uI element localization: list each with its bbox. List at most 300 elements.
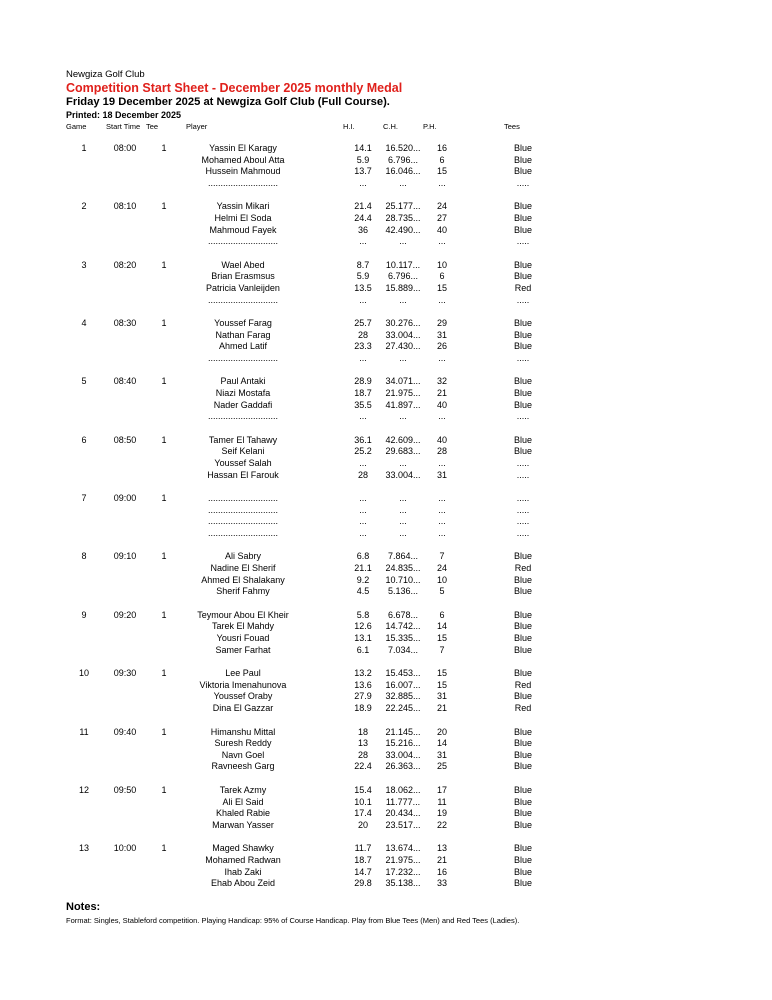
course-handicap: 30.276...	[385, 318, 421, 329]
course-handicap: 20.434...	[385, 808, 421, 819]
table-row	[0, 376, 772, 388]
course-handicap: 15.889...	[385, 283, 421, 293]
header-ch: C.H.	[383, 122, 398, 131]
course-handicap: 11.777...	[385, 796, 421, 807]
start-time: 08:20	[113, 259, 137, 270]
table-row	[0, 563, 772, 575]
tee-number: 1	[161, 609, 167, 620]
player-name: Ahmed El Shalakany	[201, 574, 285, 585]
table-row	[0, 178, 772, 190]
playing-handicap: 7	[439, 644, 445, 655]
start-time: 09:50	[113, 784, 137, 795]
tees-colour: Blue	[513, 259, 532, 270]
tees-colour: .....	[516, 493, 530, 504]
tees-colour: Blue	[513, 761, 532, 772]
course-handicap: 16.007...	[385, 679, 421, 690]
handicap-index: 15.4	[354, 784, 372, 795]
tees-colour: Blue	[513, 726, 532, 737]
tees-colour: Blue	[513, 201, 532, 212]
playing-handicap: ...	[438, 294, 446, 305]
table-row	[0, 551, 772, 563]
handicap-index: 28	[357, 469, 368, 480]
handicap-index: ...	[359, 516, 367, 527]
course-handicap: 34.071...	[385, 376, 421, 387]
handicap-index: 36.1	[354, 434, 372, 445]
table-row	[0, 855, 772, 867]
playing-handicap: 21	[436, 388, 447, 399]
handicap-index: 18.7	[354, 388, 372, 399]
table-row	[0, 645, 772, 657]
playing-handicap: 14	[436, 621, 447, 632]
playing-handicap: 10	[436, 259, 447, 270]
course-handicap: 7.034...	[387, 644, 419, 655]
course-handicap: 33.004...	[385, 329, 421, 340]
playing-handicap: ...	[438, 504, 446, 515]
course-handicap: 27.430...	[385, 341, 421, 352]
playing-handicap: ...	[438, 177, 446, 188]
table-row	[0, 143, 772, 155]
handicap-index: 22.4	[354, 761, 372, 772]
player-name: Yassin El Karagy	[209, 143, 277, 153]
player-name: Nader Gaddafi	[213, 399, 273, 410]
player-name: Tarek Azmy	[219, 784, 267, 795]
playing-handicap: 15	[436, 679, 447, 690]
tees-colour: Red	[514, 703, 532, 714]
tee-number: 1	[161, 434, 167, 445]
table-row	[0, 750, 772, 762]
tees-colour: .....	[516, 469, 530, 480]
tees-colour: Blue	[513, 574, 532, 585]
tee-number: 1	[161, 259, 167, 270]
start-time: 09:30	[113, 668, 137, 679]
tees-colour: Red	[514, 563, 532, 574]
start-time: 09:00	[113, 493, 137, 504]
start-time: 08:10	[113, 201, 137, 212]
table-row	[0, 808, 772, 820]
handicap-index: 5.9	[356, 271, 370, 282]
playing-handicap: 11	[437, 796, 447, 807]
player-name: Teymour Abou El Kheir	[197, 609, 289, 620]
handicap-index: ...	[359, 493, 367, 504]
tees-colour: Blue	[513, 213, 532, 223]
player-name: Maged Shawky	[212, 843, 274, 854]
handicap-index: 23.3	[354, 341, 372, 352]
handicap-index: ...	[359, 528, 367, 539]
playing-handicap: ...	[438, 236, 446, 247]
player-name: Tamer El Tahawy	[208, 434, 278, 445]
playing-handicap: 16	[436, 866, 447, 877]
playing-handicap: 28	[436, 446, 447, 457]
tees-colour: Blue	[513, 633, 532, 644]
notes-text: Format: Singles, Stableford competition. Playing Handicap: 95% of Course Handicap. Play from Blue Tees (Men) and Red Tees (Ladies).	[66, 916, 520, 925]
playing-handicap: 31	[436, 691, 447, 702]
handicap-index: 14.7	[354, 866, 372, 877]
tees-colour: Blue	[513, 843, 532, 854]
handicap-index: 36	[357, 224, 368, 235]
game-number: 12	[78, 784, 89, 795]
player-name: Mohamed Radwan	[205, 854, 281, 865]
handicap-index: 8.7	[356, 259, 370, 270]
course-handicap: 22.245...	[385, 703, 421, 714]
table-row	[0, 213, 772, 225]
player-name: ............................	[207, 177, 278, 188]
tees-colour: Blue	[513, 609, 532, 620]
handicap-index: 21.1	[354, 563, 372, 574]
tees-colour: Blue	[513, 271, 532, 282]
handicap-index: 5.8	[356, 609, 370, 620]
header-start-time: Start Time	[106, 122, 141, 131]
game-number: 9	[81, 609, 87, 620]
playing-handicap: 24	[436, 563, 447, 574]
handicap-index: 20	[357, 819, 368, 830]
course-handicap: 25.177...	[385, 201, 421, 212]
tees-colour: Blue	[513, 329, 532, 340]
course-handicap: 7.864...	[387, 551, 419, 562]
table-row	[0, 271, 772, 283]
playing-handicap: 13	[436, 843, 447, 854]
playing-handicap: 40	[436, 434, 447, 445]
course-handicap: ...	[399, 177, 407, 188]
handicap-index: 4.5	[356, 586, 370, 597]
player-name: Ihab Zaki	[224, 866, 262, 877]
table-row	[0, 761, 772, 773]
table-row	[0, 166, 772, 178]
table-row	[0, 493, 772, 505]
player-name: Ahmed Latif	[218, 341, 268, 352]
player-name: ............................	[207, 528, 278, 539]
course-handicap: 15.216...	[385, 738, 421, 749]
playing-handicap: 32	[436, 376, 447, 387]
playing-handicap: ...	[438, 411, 446, 422]
playing-handicap: 27	[436, 213, 447, 223]
player-name: ............................	[207, 353, 278, 363]
table-row	[0, 843, 772, 855]
player-name: Niazi Mostafa	[215, 388, 271, 399]
tees-colour: Blue	[513, 866, 532, 877]
game-number: 3	[81, 259, 87, 270]
table-row	[0, 155, 772, 167]
playing-handicap: 31	[436, 749, 447, 760]
playing-handicap: 20	[436, 726, 447, 737]
handicap-index: ...	[359, 504, 367, 515]
tees-colour: Blue	[513, 446, 532, 457]
course-handicap: 15.453...	[385, 668, 421, 679]
table-row	[0, 458, 772, 470]
tee-number: 1	[161, 318, 167, 329]
table-row	[0, 528, 772, 540]
table-row	[0, 785, 772, 797]
player-name: Ali Sabry	[224, 551, 261, 562]
club-name: Newgiza Golf Club	[66, 69, 145, 80]
player-name: Nadine El Sherif	[210, 563, 276, 574]
table-row	[0, 575, 772, 587]
course-handicap: ...	[399, 411, 407, 422]
course-handicap: 26.363...	[385, 761, 421, 772]
table-row	[0, 703, 772, 715]
header-hi: H.I.	[343, 122, 355, 131]
handicap-index: 18.9	[354, 703, 372, 714]
course-handicap: ...	[399, 504, 407, 515]
playing-handicap: ...	[438, 458, 446, 469]
player-name: Paul Antaki	[220, 376, 266, 387]
tee-number: 1	[161, 143, 167, 153]
playing-handicap: ...	[438, 353, 446, 363]
handicap-index: 13.1	[354, 633, 372, 644]
handicap-index: 28	[357, 749, 368, 760]
course-handicap: 6.796...	[387, 154, 419, 165]
handicap-index: 17.4	[354, 808, 372, 819]
table-row	[0, 446, 772, 458]
course-handicap: 32.885...	[385, 691, 421, 702]
tees-colour: Blue	[513, 166, 532, 177]
table-row	[0, 586, 772, 598]
table-row	[0, 680, 772, 692]
handicap-index: 18.7	[354, 854, 372, 865]
playing-handicap: 24	[436, 201, 447, 212]
player-name: Suresh Reddy	[214, 738, 272, 749]
game-number: 1	[81, 143, 87, 153]
course-handicap: 10.117...	[385, 259, 421, 270]
table-row	[0, 621, 772, 633]
player-name: Brian Erasmsus	[211, 271, 275, 282]
table-row	[0, 738, 772, 750]
tee-number: 1	[161, 551, 167, 562]
table-row	[0, 797, 772, 809]
game-number: 11	[79, 726, 89, 737]
tees-colour: .....	[516, 516, 530, 527]
table-row	[0, 388, 772, 400]
header-tee: Tee	[146, 122, 159, 131]
handicap-index: 29.8	[354, 878, 372, 889]
course-handicap: 42.609...	[385, 434, 421, 445]
event-subtitle: Friday 19 December 2025 at Newgiza Golf Club (Full Course).	[66, 96, 390, 108]
handicap-index: 13.2	[354, 668, 372, 679]
player-name: Hassan El Farouk	[207, 469, 279, 480]
table-row	[0, 516, 772, 528]
playing-handicap: 40	[436, 399, 447, 410]
tee-number: 1	[161, 843, 167, 854]
table-row	[0, 225, 772, 237]
course-handicap: 6.678...	[387, 609, 419, 620]
handicap-index: 24.4	[354, 213, 372, 223]
handicap-index: 25.2	[354, 446, 372, 457]
course-handicap: 23.517...	[385, 819, 421, 830]
tees-colour: .....	[516, 177, 530, 188]
player-name: Nathan Farag	[215, 329, 271, 340]
player-name: Ali El Said	[222, 796, 264, 807]
start-time: 08:30	[113, 318, 137, 329]
header-tees: Tees	[504, 122, 520, 131]
playing-handicap: 15	[436, 283, 447, 293]
playing-handicap: 5	[439, 586, 445, 597]
playing-handicap: 21	[436, 854, 447, 865]
tees-colour: Blue	[513, 784, 532, 795]
handicap-index: 6.1	[356, 644, 370, 655]
course-handicap: 15.335...	[385, 633, 421, 644]
tee-number: 1	[161, 201, 167, 212]
player-name: Samer Farhat	[215, 644, 271, 655]
course-handicap: 5.136...	[387, 586, 419, 597]
game-number: 7	[81, 493, 87, 504]
player-name: Ehab Abou Zeid	[210, 878, 276, 889]
handicap-index: 13.5	[354, 283, 372, 293]
course-handicap: ...	[399, 236, 407, 247]
tees-colour: Blue	[513, 878, 532, 889]
handicap-index: 13.6	[354, 679, 372, 690]
table-row	[0, 330, 772, 342]
start-time: 09:10	[113, 551, 137, 562]
course-handicap: 21.975...	[385, 854, 421, 865]
course-handicap: 42.490...	[385, 224, 421, 235]
playing-handicap: 17	[436, 784, 447, 795]
page-title: Competition Start Sheet - December 2025 monthly Medal	[66, 81, 403, 95]
table-row	[0, 201, 772, 213]
table-row	[0, 283, 772, 295]
player-name: Mohamed Aboul Atta	[201, 154, 285, 165]
playing-handicap: 22	[436, 819, 447, 830]
tees-colour: Blue	[513, 819, 532, 830]
player-name: Sherif Fahmy	[216, 586, 270, 597]
playing-handicap: 7	[439, 551, 445, 562]
playing-handicap: 15	[436, 668, 447, 679]
course-handicap: 17.232...	[385, 866, 421, 877]
handicap-index: ...	[359, 236, 367, 247]
playing-handicap: ...	[438, 528, 446, 539]
playing-handicap: 21	[436, 703, 447, 714]
playing-handicap: 15	[436, 633, 447, 644]
tees-colour: Blue	[513, 738, 532, 749]
tees-colour: Blue	[513, 621, 532, 632]
tees-colour: Blue	[513, 796, 532, 807]
player-name: Yousri Fouad	[216, 633, 270, 644]
start-time: 08:00	[113, 143, 137, 153]
tees-colour: Blue	[513, 341, 532, 352]
handicap-index: ...	[359, 353, 367, 363]
tees-colour: Blue	[513, 644, 532, 655]
course-handicap: ...	[399, 458, 407, 469]
game-number: 6	[81, 434, 87, 445]
handicap-index: 25.7	[354, 318, 372, 329]
playing-handicap: 29	[436, 318, 447, 329]
tees-colour: Blue	[513, 586, 532, 597]
tees-colour: Blue	[513, 551, 532, 562]
tees-colour: .....	[516, 236, 530, 247]
game-number: 8	[81, 551, 87, 562]
game-number: 13	[78, 843, 89, 854]
tees-colour: Blue	[513, 691, 532, 702]
tees-colour: Blue	[513, 399, 532, 410]
course-handicap: 28.735...	[385, 213, 421, 223]
tees-colour: .....	[516, 458, 530, 469]
tees-colour: .....	[516, 353, 530, 363]
course-handicap: 29.683...	[385, 446, 421, 457]
player-name: ............................	[207, 236, 278, 247]
game-number: 4	[81, 318, 87, 329]
handicap-index: ...	[359, 458, 367, 469]
table-row	[0, 867, 772, 879]
course-handicap: 18.062...	[385, 784, 421, 795]
player-name: Marwan Yasser	[212, 819, 274, 830]
playing-handicap: 40	[436, 224, 447, 235]
course-handicap: 21.145...	[385, 726, 421, 737]
player-name: Himanshu Mittal	[210, 726, 276, 737]
player-name: ............................	[207, 493, 278, 504]
player-name: Hussein Mahmoud	[205, 166, 281, 177]
course-handicap: ...	[399, 528, 407, 539]
player-name: Tarek El Mahdy	[211, 621, 275, 632]
handicap-index: 11.7	[354, 843, 372, 854]
handicap-index: 27.9	[354, 691, 372, 702]
tee-number: 1	[161, 376, 167, 387]
tee-number: 1	[161, 668, 167, 679]
course-handicap: 16.046...	[385, 166, 421, 177]
handicap-index: 10.1	[354, 796, 372, 807]
start-time: 08:40	[113, 376, 137, 387]
table-row	[0, 260, 772, 272]
playing-handicap: 31	[436, 469, 447, 480]
game-number: 5	[81, 376, 87, 387]
course-handicap: 35.138...	[385, 878, 421, 889]
playing-handicap: 16	[436, 143, 447, 153]
table-row	[0, 668, 772, 680]
table-row	[0, 470, 772, 482]
player-name: Helmi El Soda	[214, 213, 272, 223]
tees-colour: Blue	[513, 376, 532, 387]
playing-handicap: ...	[438, 493, 446, 504]
table-row	[0, 820, 772, 832]
player-name: ............................	[207, 294, 278, 305]
tees-colour: Blue	[513, 668, 532, 679]
player-name: Seif Kelani	[221, 446, 265, 457]
playing-handicap: 25	[436, 761, 447, 772]
table-row	[0, 341, 772, 353]
table-row	[0, 691, 772, 703]
handicap-index: ...	[359, 411, 367, 422]
tees-colour: Blue	[513, 143, 532, 153]
start-time: 09:20	[113, 609, 137, 620]
player-name: ............................	[207, 516, 278, 527]
course-handicap: 33.004...	[385, 469, 421, 480]
playing-handicap: 14	[436, 738, 447, 749]
tees-colour: Blue	[513, 318, 532, 329]
course-handicap: 33.004...	[385, 749, 421, 760]
course-handicap: 13.674...	[385, 843, 421, 854]
playing-handicap: 26	[436, 341, 447, 352]
table-row	[0, 878, 772, 890]
table-row	[0, 318, 772, 330]
tees-colour: Blue	[513, 224, 532, 235]
table-row	[0, 353, 772, 365]
tees-colour: .....	[516, 504, 530, 515]
player-name: Viktoria Imenahunova	[199, 679, 287, 690]
tees-colour: Blue	[513, 388, 532, 399]
course-handicap: 16.520...	[385, 143, 421, 153]
handicap-index: 14.1	[354, 143, 372, 153]
handicap-index: 6.8	[356, 551, 370, 562]
playing-handicap: 19	[436, 808, 447, 819]
table-row	[0, 400, 772, 412]
tees-colour: .....	[516, 411, 530, 422]
tees-colour: Blue	[513, 808, 532, 819]
course-handicap: 41.897...	[385, 399, 421, 410]
table-row	[0, 633, 772, 645]
handicap-index: 5.9	[356, 154, 370, 165]
course-handicap: ...	[399, 294, 407, 305]
handicap-index: 28.9	[354, 376, 372, 387]
tees-colour: Red	[514, 679, 532, 690]
header-game: Game	[66, 122, 87, 131]
playing-handicap: ...	[438, 516, 446, 527]
